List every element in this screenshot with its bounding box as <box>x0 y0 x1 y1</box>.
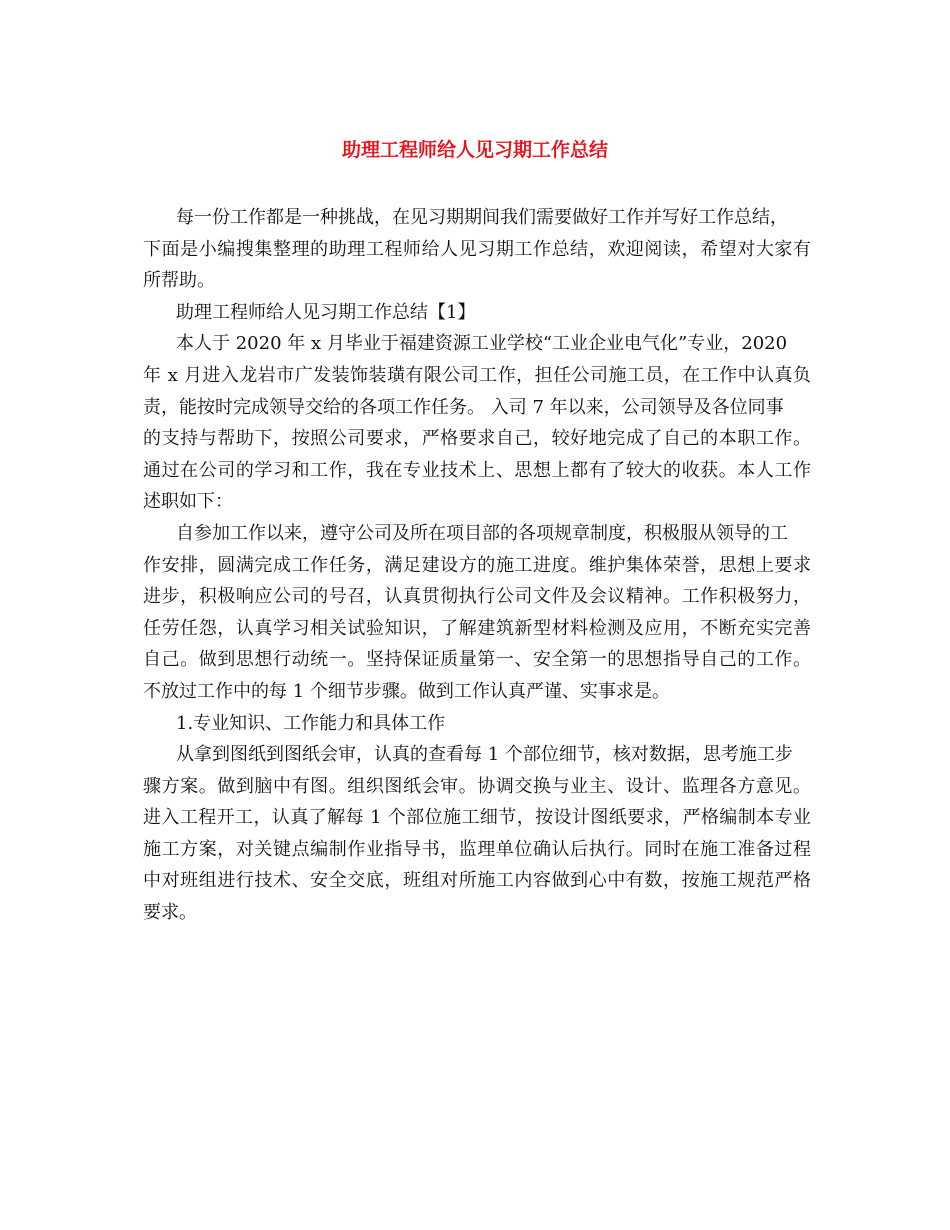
body-line-1: 每一份工作都是一种挑战，在见习期期间我们需要做好工作并写好工作总结， <box>176 207 788 228</box>
body-line-15: 自己。做到思想行动统一。坚持保证质量第一、安全第一的思想指导自己的工作。 <box>143 649 811 671</box>
body-line-6: 年 x 月进入龙岩市广发装饰装璜有限公司工作，担任公司施工员，在工作中认真负 <box>143 364 811 386</box>
section-heading-2: 1.专业知识、工作能力和具体工作 <box>176 712 446 734</box>
body-line-22: 中对班组进行技术、安全交底，班组对所施工内容做到心中有数，按施工规范严格 <box>143 870 811 892</box>
body-line-16: 不放过工作中的每 1 个细节步骤。做到工作认真严谨、实事求是。 <box>143 680 670 702</box>
body-line-20: 进入工程开工，认真了解每 1 个部位施工细节，按设计图纸要求，严格编制本专业 <box>143 807 811 829</box>
body-line-11: 自参加工作以来，遵守公司及所在项目部的各项规章制度，积极服从领导的工 <box>176 522 788 544</box>
body-line-23: 要求。 <box>143 902 197 924</box>
body-line-12: 作安排，圆满完成工作任务，满足建设方的施工进度。维护集体荣誉，思想上要求 <box>143 554 811 576</box>
body-line-8: 的支持与帮助下，按照公司要求，严格要求自己，较好地完成了自己的本职工作。 <box>143 428 811 450</box>
body-line-7: 责，能按时完成领导交给的各项工作任务。 入司 7 年以来，公司领导及各位同事 <box>143 396 784 418</box>
body-line-13: 进步，积极响应公司的号召，认真贯彻执行公司文件及会议精神。工作积极努力， <box>143 586 811 608</box>
document-body <box>143 202 811 929</box>
section-heading-1: 助理工程师给人见习期工作总结【1】 <box>176 301 476 323</box>
body-line-5: 本人于 2020 年 x 月毕业于福建资源工业学校“工业企业电气化”专业，2020 <box>176 333 788 355</box>
body-line-18: 从拿到图纸到图纸会审，认真的查看每 1 个部位细节，核对数据，思考施工步 <box>176 744 793 766</box>
document-title: 助理工程师给人见习期工作总结 <box>341 139 608 161</box>
body-line-3: 所帮助。 <box>143 270 215 292</box>
body-line-19: 骤方案。做到脑中有图。组织图纸会审。协调交换与业主、设计、监理各方意见。 <box>143 775 811 797</box>
body-line-9: 通过在公司的学习和工作，我在专业技术上、思想上都有了较大的收获。本人工作 <box>143 459 811 481</box>
body-line-14: 任劳任怨，认真学习相关试验知识，了解建筑新型材料检测及应用，不断充实完善 <box>143 617 811 639</box>
body-line-10: 述职如下： <box>143 491 233 513</box>
body-line-21: 施工方案，对关键点编制作业指导书，监理单位确认后执行。同时在施工准备过程 <box>143 838 811 860</box>
body-line-2: 下面是小编搜集整理的助理工程师给人见习期工作总结，欢迎阅读，希望对大家有 <box>143 238 811 260</box>
